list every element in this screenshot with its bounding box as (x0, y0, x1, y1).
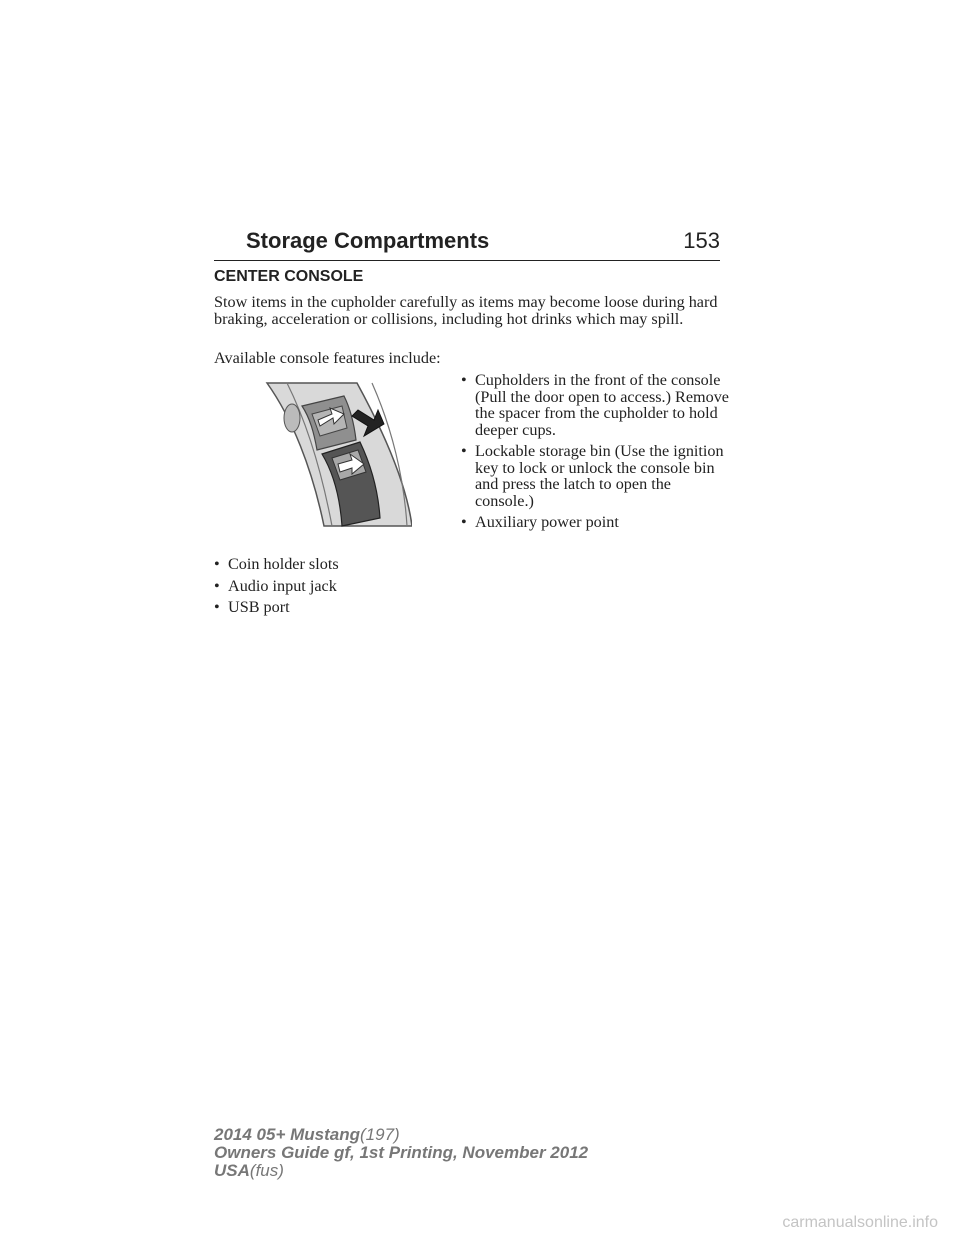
bullet-list-left (214, 556, 454, 621)
list-item (461, 514, 731, 531)
footer-line-3 (214, 1162, 588, 1180)
watermark-link[interactable]: carmanualsonline.info (782, 1214, 938, 1231)
bullet-icon: • (214, 555, 220, 573)
warning-paragraph: Stow items in the cupholder carefully as items may become loose during hard braking, acceleration or collisions, including hot drinks which may spill. (214, 293, 718, 328)
bullet-icon: • (461, 371, 467, 389)
page-footer (214, 1126, 588, 1180)
list-item-text: Coin holder slots (228, 555, 339, 573)
bullet-icon: • (214, 598, 220, 616)
list-item (214, 556, 454, 573)
list-item (461, 443, 731, 509)
list-item-text: Cupholders in the front of the console (Pull the door open to access.) Remove the spacer from the cupholder to hold deeper cups. (475, 371, 729, 439)
footer-line-2: Owners Guide gf, 1st Printing, November 2012 (214, 1143, 589, 1162)
bullet-icon: • (461, 442, 467, 460)
list-item (214, 599, 454, 616)
footer-model: 2014 05+ Mustang (214, 1125, 360, 1144)
list-item-text: Lockable storage bin (Use the ignition key to lock or unlock the console bin and press the latch to open the console.) (475, 442, 724, 510)
list-item-text: Auxiliary power point (475, 513, 619, 531)
footer-market-code: (fus) (249, 1161, 284, 1180)
footer-market: USA (214, 1161, 250, 1180)
intro-paragraph: Available console features include: (214, 349, 441, 367)
page-title: Storage Compartments (246, 228, 490, 253)
bullet-icon: • (461, 513, 467, 531)
list-item (461, 372, 731, 438)
page-header (214, 228, 720, 261)
footer-line-1 (214, 1126, 588, 1144)
bullet-icon: • (214, 576, 220, 595)
list-item-text: USB port (228, 598, 290, 616)
bullet-list-right (461, 372, 731, 536)
page-number: 153 (683, 228, 720, 253)
list-item (214, 578, 454, 595)
list-item-text: Audio input jack (228, 576, 337, 595)
section-heading: CENTER CONSOLE (214, 268, 364, 285)
center-console-illustration-icon (262, 378, 412, 528)
footer-page-code: (197) (360, 1125, 400, 1144)
